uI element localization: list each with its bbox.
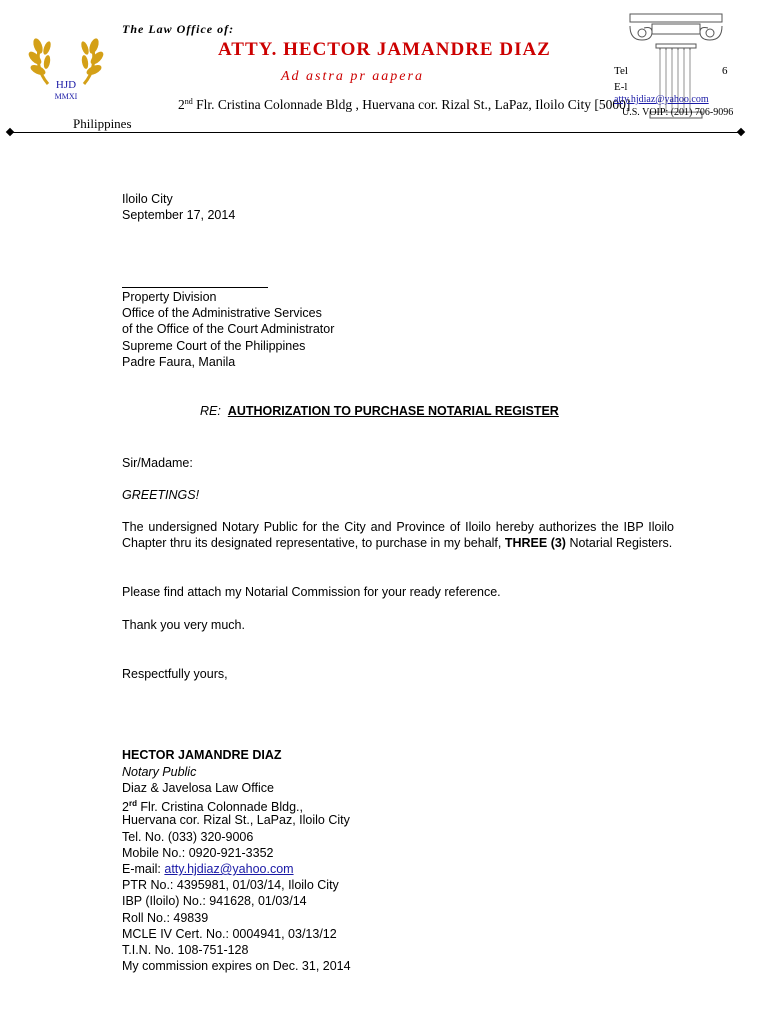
address-rest: Flr. Cristina Colonnade Bldg , Huervana cor. Rizal St., LaPaz, Iloilo City [5000] <box>192 97 631 112</box>
quantity-emphasis: THREE (3) <box>504 536 566 551</box>
signatory-title: Notary Public <box>122 765 197 779</box>
subject-label: RE: <box>200 404 221 418</box>
address-floor-number: 2 <box>178 97 185 112</box>
signatory-ptr: PTR No.: 4395981, 01/03/14, Iloilo City <box>122 878 339 892</box>
attorney-name: ATTY. HECTOR JAMANDRE DIAZ <box>218 39 551 60</box>
signatory-roll: Roll No.: 49839 <box>122 911 209 925</box>
monogram-year: MMXI <box>54 92 78 101</box>
signatory-email-label: E-mail: <box>122 862 165 876</box>
signatory-email-line <box>122 861 294 877</box>
signatory-firm: Diaz & Javelosa Law Office <box>122 781 274 795</box>
body-paragraph-1-start: The undersigned Notary Public for the City and Province of Iloilo hereby authorizes the IBP Iloilo Chapter thru its designated representative, to purchase in my behalf, <box>122 520 674 551</box>
divider-diamond-right <box>737 128 745 136</box>
signatory-ibp: IBP (Iloilo) No.: 941628, 01/03/14 <box>122 894 307 908</box>
body-paragraph-3: Thank you very much. <box>122 618 245 632</box>
motto: Ad astra pr aapera <box>281 69 424 84</box>
signatory-mobile: Mobile No.: 0920-921-3352 <box>122 846 274 860</box>
recipient-line-5: Padre Faura, Manila <box>122 355 236 369</box>
salutation: Sir/Madame: <box>122 456 193 470</box>
letterhead-intro: The Law Office of: <box>122 22 235 36</box>
letter-place: Iloilo City <box>122 192 173 206</box>
signatory-address-1-rest: Flr. Cristina Colonnade Bldg., <box>136 800 304 814</box>
contact-email-link[interactable]: atty.hjdiaz@yahoo.com <box>614 94 709 105</box>
signatory-floor-ordinal: rd <box>128 799 137 808</box>
contact-voip: U.S. VOIP: (201) 706-9096 <box>622 107 734 118</box>
signatory-address-2: Huervana cor. Rizal St., LaPaz, Iloilo City <box>122 813 350 827</box>
signatory-tin: T.I.N. No. 108-751-128 <box>122 943 249 957</box>
body-paragraph-1 <box>122 519 674 551</box>
contact-email-label: E-l <box>614 81 628 93</box>
subject-text: AUTHORIZATION TO PURCHASE NOTARIAL REGISTER <box>227 404 559 418</box>
recipient-line-2: Office of the Administrative Services <box>122 306 322 320</box>
letterhead-address <box>178 97 630 113</box>
monogram <box>52 80 80 102</box>
recipient-line-1: Property Division <box>122 290 217 304</box>
letter-date: September 17, 2014 <box>122 208 236 222</box>
letterhead-divider <box>10 132 742 133</box>
body-paragraph-1-end: Notarial Registers. <box>565 536 673 551</box>
recipient-line-3: of the Office of the Court Administrator <box>122 322 335 336</box>
signatory-commission: My commission expires on Dec. 31, 2014 <box>122 959 351 973</box>
greeting: GREETINGS! <box>122 488 200 502</box>
signatory-mcle: MCLE IV Cert. No.: 0004941, 03/13/12 <box>122 927 337 941</box>
recipient-name-blank <box>122 287 268 288</box>
address-floor-ordinal: nd <box>184 97 193 106</box>
contact-tel-end: 6 <box>722 65 728 77</box>
letterhead-country: Philippines <box>73 116 132 131</box>
divider-diamond-left <box>6 128 14 136</box>
body-paragraph-2: Please find attach my Notarial Commission for your ready reference. <box>122 585 501 599</box>
contact-tel: Tel <box>614 65 628 77</box>
signatory-email-link[interactable]: atty.hjdiaz@yahoo.com <box>164 862 294 876</box>
signatory-tel: Tel. No. (033) 320-9006 <box>122 830 254 844</box>
monogram-initials: HJD <box>55 79 77 91</box>
signatory-floor-number: 2 <box>122 800 129 814</box>
signatory-name: HECTOR JAMANDRE DIAZ <box>122 748 282 762</box>
subject-line <box>200 404 559 418</box>
recipient-line-4: Supreme Court of the Philippines <box>122 339 306 353</box>
closing: Respectfully yours, <box>122 667 228 681</box>
